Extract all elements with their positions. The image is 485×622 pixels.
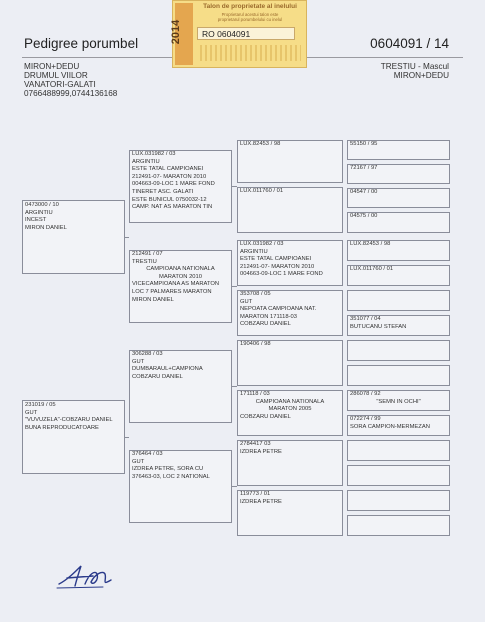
box-line: GUT xyxy=(132,458,145,465)
box-line: LUX.011760 / 01 xyxy=(350,266,394,272)
grandparent-box xyxy=(129,350,232,423)
owner-line: MIRON+DEDU xyxy=(24,62,80,71)
box-line: 212491-07- MARATON 2010 xyxy=(132,173,207,180)
box-line: 171118 / 03 xyxy=(240,391,270,397)
box-line: 212491-07- MARATON 2010 xyxy=(240,263,315,270)
box-line: LUX.031982 / 03 xyxy=(240,241,284,247)
box-line: "SEMN IN OCHI" xyxy=(376,398,421,405)
stamp-side-band xyxy=(170,3,193,65)
stamp-subtitle xyxy=(197,12,303,22)
box-line: 72167 / 97 xyxy=(350,165,378,171)
ancestor-box xyxy=(347,440,450,461)
ancestor-box xyxy=(347,140,450,160)
box-line: 004663-09-LOC 1 MARE FOND xyxy=(132,181,215,188)
ancestor-box xyxy=(347,212,450,233)
connector-line xyxy=(125,437,129,438)
owner-info xyxy=(24,62,117,98)
box-line: MIRON DANIEL xyxy=(132,296,174,303)
bird-line: MIRON+DEDU xyxy=(393,71,449,80)
grandparent-box xyxy=(129,150,232,223)
box-line: IZDREA PETRE xyxy=(240,448,282,455)
page-title: Pedigree porumbel xyxy=(24,36,139,51)
box-line: LUX.031982 / 03 xyxy=(132,151,176,157)
ancestor-box xyxy=(347,465,450,486)
box-line: 376464 / 03 xyxy=(132,451,163,457)
box-line: COBZARU DANIEL xyxy=(240,413,291,420)
box-line: DUMBARAUL+CAMPIONA xyxy=(132,366,203,373)
grandparent-box xyxy=(129,250,232,323)
owner-line: DRUMUL VIILOR xyxy=(24,71,88,80)
grandparent-box xyxy=(129,450,232,523)
owner-line: 0766488999,0744136168 xyxy=(24,89,118,98)
connector-line xyxy=(125,237,129,238)
box-line: GUT xyxy=(25,409,38,416)
parent-dam-box xyxy=(22,400,125,474)
box-line: GUT xyxy=(240,298,253,305)
ancestor-box xyxy=(347,490,450,511)
box-line: 306288 / 03 xyxy=(132,351,163,357)
ancestor-box xyxy=(347,365,450,386)
ancestor-box xyxy=(347,390,450,411)
box-line: ARGINTIU xyxy=(240,248,268,255)
ancestor-box xyxy=(347,240,450,261)
box-line: INCEST xyxy=(25,217,47,224)
box-line: CAMP. NAT AS MARATON TIN xyxy=(132,204,213,211)
box-line: 190406 / 98 xyxy=(240,341,271,347)
box-line: LUX.82453 / 98 xyxy=(350,241,391,247)
ancestor-box xyxy=(347,515,450,536)
stamp-title: Talon de proprietate al inelului xyxy=(203,3,297,10)
box-line: ESTE TATAL CAMPIOANEI xyxy=(132,166,204,173)
ancestor-box xyxy=(347,415,450,436)
ancestor-box xyxy=(347,340,450,361)
box-line: TINERET ASC. GALATI xyxy=(132,188,194,195)
box-line: ARGINTIU xyxy=(25,209,53,216)
box-line: 04575 / 00 xyxy=(350,213,378,219)
box-line: LUX.011760 / 01 xyxy=(240,188,284,194)
stamp-subtitle-line: proprietarul porumbelului cu inelul xyxy=(217,17,283,22)
box-line: COBZARU DANIEL xyxy=(132,373,183,380)
stamp-year: 2014 xyxy=(170,19,183,45)
box-line: 212491 / 07 xyxy=(132,251,163,257)
box-line: COBZARU DANIEL xyxy=(240,321,291,328)
box-line: BUNA REPRODUCATOARE xyxy=(25,424,99,431)
box-line: SORA CAMPION-MERMEZAN xyxy=(350,423,430,430)
box-line: 55150 / 95 xyxy=(350,141,378,147)
box-line: MARATON 2010 xyxy=(159,273,202,280)
box-line: 286078 / 92 xyxy=(350,391,381,397)
great-grandparent-box xyxy=(237,490,343,536)
ring-number: 0604091 / 14 xyxy=(370,36,449,51)
box-line: ESTE TATAL CAMPIOANEI xyxy=(240,256,312,263)
bird-info xyxy=(381,62,449,80)
great-grandparent-box xyxy=(237,440,343,486)
box-line: IZDREA PETRE xyxy=(240,498,282,505)
box-line: 072274 / 99 xyxy=(350,416,381,422)
box-line: 004663-09-LOC 1 MARE FOND xyxy=(240,271,323,278)
box-line: 231019 / 05 xyxy=(25,402,56,408)
box-line: 353708 / 05 xyxy=(240,291,271,297)
box-line: 351077 / 04 xyxy=(350,316,381,322)
box-line: 376463-03, LOC 2 NATIONAL xyxy=(132,473,210,480)
box-line: LUX.82453 / 98 xyxy=(240,141,281,147)
box-line: ARGINTIU xyxy=(132,158,160,165)
box-line: "VUVUZELA"-COBZARU DANIEL xyxy=(25,417,113,424)
box-line: 119773 / 01 xyxy=(240,491,271,497)
box-line: 04547 / 00 xyxy=(350,189,378,195)
box-line: ESTE BUNICUL 0750032-12 xyxy=(132,196,207,203)
box-line: 0473000 / 10 xyxy=(25,202,59,208)
box-line: NEPOATA CAMPIOANA NAT. xyxy=(240,306,317,313)
box-line: MIRON DANIEL xyxy=(25,224,67,231)
bird-line: TRESTIU - Mascul xyxy=(380,62,449,71)
parent-sire-box xyxy=(22,200,125,274)
ring-ownership-stamp xyxy=(172,0,307,68)
stamp-subtitle-line: Proprietarul acestui talon este xyxy=(221,12,279,17)
box-line: CAMPIOANA NATIONALA xyxy=(146,266,215,273)
box-line: BUTUCANU STEFAN xyxy=(350,323,407,330)
box-line: MARATON 2005 xyxy=(268,406,312,413)
great-grandparent-box xyxy=(237,140,343,183)
great-grandparent-box xyxy=(237,240,343,286)
box-line: TRESTIU xyxy=(132,258,157,265)
connector-line xyxy=(232,486,237,487)
stamp-ring-code: RO 0604091 xyxy=(197,27,295,40)
ancestor-box xyxy=(347,290,450,311)
connector-line xyxy=(232,286,237,287)
ancestor-box xyxy=(347,315,450,336)
box-line: IZDREA PETRE, SORA CU xyxy=(132,466,204,473)
box-line: MARATON 171118-03 xyxy=(240,313,297,320)
ancestor-box xyxy=(347,164,450,184)
box-line: LOC 7 PALMARES MARATON xyxy=(132,288,212,295)
box-line: VICECAMPIOANA AS MARATON xyxy=(132,281,220,288)
box-line: 2784417 03 xyxy=(240,441,271,447)
great-grandparent-box xyxy=(237,340,343,386)
ancestor-box xyxy=(347,265,450,286)
ancestor-box xyxy=(347,188,450,208)
stamp-barcode xyxy=(197,45,301,61)
signature-mark xyxy=(55,560,125,594)
great-grandparent-box xyxy=(237,390,343,436)
owner-line: VANATORI-GALATI xyxy=(24,80,96,89)
box-line: GUT xyxy=(132,358,145,365)
connector-line xyxy=(232,186,237,187)
box-line: CAMPIOANA NATIONALA xyxy=(255,398,325,405)
great-grandparent-box xyxy=(237,187,343,233)
great-grandparent-box xyxy=(237,290,343,336)
connector-line xyxy=(232,386,237,387)
